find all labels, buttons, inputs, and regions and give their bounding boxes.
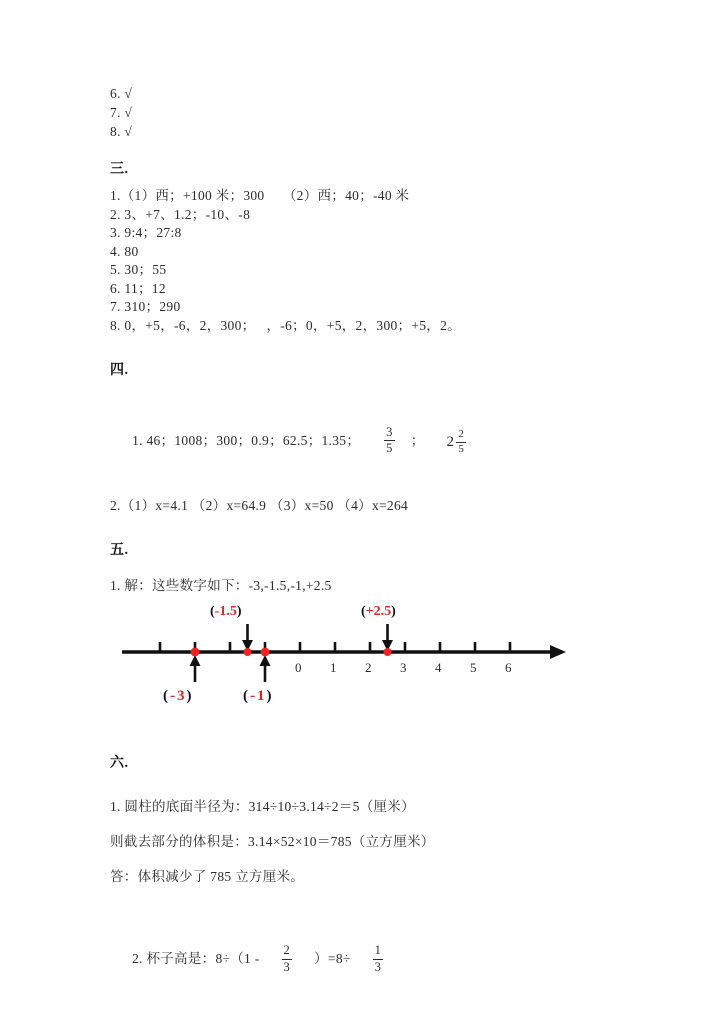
tick-label-6: 6 xyxy=(505,660,512,676)
pointer-arrow-down-plus-2-5 xyxy=(382,624,393,651)
paren-open: ( xyxy=(361,604,366,620)
paren-open: ( xyxy=(210,604,215,620)
answer-line: 7. √ xyxy=(110,105,133,120)
spacer xyxy=(110,722,630,752)
pointer-arrow-up-minus-1 xyxy=(260,655,271,682)
section-heading-four: 四. xyxy=(110,363,129,378)
tick-label-5: 5 xyxy=(470,660,477,676)
paren-close: ) xyxy=(236,604,242,620)
answer-line: 1.（1）西；+100 米；300 （2）西；40；-40 米 xyxy=(110,188,410,203)
plot-point-minus-1 xyxy=(261,648,270,657)
mixed-fraction-part xyxy=(456,429,466,455)
section-four-item-1 xyxy=(110,396,630,487)
spacer xyxy=(110,335,630,359)
answer-line: 7. 310；290 xyxy=(110,299,181,314)
plot-point-minus-1-5 xyxy=(244,648,252,656)
spacer xyxy=(110,178,630,187)
answer-line: 5. 30；55 xyxy=(110,262,167,277)
top-answers-block xyxy=(110,84,630,141)
section-three-body xyxy=(110,187,630,335)
section-heading-six: 六. xyxy=(110,756,129,772)
answer-line: 3. 9:4；27:8 xyxy=(110,225,182,240)
spacer xyxy=(110,487,630,496)
spacer xyxy=(110,515,630,539)
paren-open: ( xyxy=(163,688,170,705)
fraction-denominator: 5 xyxy=(386,441,393,456)
fraction-numerator: 3 xyxy=(386,425,393,440)
tick-label-4: 4 xyxy=(435,660,442,676)
mixed-number-two-and-two-fifths xyxy=(447,427,469,458)
answer-line: 8. 0，+5，-6，2，300； ，-6；0，+5，2，300；+5，2。 xyxy=(110,317,461,333)
section-heading-three: 三. xyxy=(110,162,129,177)
mixed-whole-part: 2 xyxy=(446,434,455,451)
tick-label-2: 2 xyxy=(365,660,372,676)
fraction-denominator: 3 xyxy=(374,959,382,974)
section-four-item-2: 2.（1）x=4.1 （2）x=64.9 （3）x=50 （4）x=264 xyxy=(110,498,409,514)
tick-label-3: 3 xyxy=(400,660,407,676)
paren-close: ) xyxy=(391,604,396,620)
fraction-denominator: 5 xyxy=(458,442,465,455)
paren-close: ) xyxy=(186,688,194,705)
item-text: 1. 46；1008；300；0.9；62.5；1.35； xyxy=(132,433,361,448)
plot-point-plus-2-5 xyxy=(384,648,392,656)
answer-line: 6. 11；12 xyxy=(110,280,166,296)
label-value: -1.5 xyxy=(214,604,237,620)
section-six-item-2 xyxy=(110,911,630,1007)
pointer-arrow-down-minus-1-5 xyxy=(242,624,253,651)
item-text: 2. 杯子高是：8÷（1 - xyxy=(132,951,260,967)
fraction-one-third xyxy=(373,944,384,973)
spacer xyxy=(110,379,630,396)
answer-line: 6. √ xyxy=(110,86,133,101)
tick-label-1: 1 xyxy=(330,660,337,676)
spacer xyxy=(110,894,630,911)
spacer xyxy=(110,595,630,604)
answer-line: 8. √ xyxy=(110,124,133,139)
section-six-line-1: 1. 圆柱的底面半径为：314÷10÷3.14÷2＝5（厘米） xyxy=(110,799,415,815)
section-heading-five: 五. xyxy=(110,543,129,559)
plot-point-minus-3 xyxy=(191,648,200,657)
fraction-numerator: 1 xyxy=(374,943,382,958)
answer-line: 4. 80 xyxy=(110,243,139,259)
paren-open: ( xyxy=(243,688,250,705)
spacer xyxy=(110,141,630,158)
spacer xyxy=(110,559,630,576)
fraction-two-thirds xyxy=(282,944,293,973)
item-text-middle: ）=8÷ xyxy=(314,951,351,967)
number-line-figure xyxy=(118,604,578,722)
number-line-axis-graphic xyxy=(118,604,578,722)
section-five-item-1: 1. 解：这些数字如下：-3,-1.5,-1,+2.5 xyxy=(110,578,332,594)
axis-arrowhead-icon xyxy=(550,645,566,659)
answer-line: 2. 3、+7、1.2；-10、-8 xyxy=(110,206,251,222)
label-value: -3 xyxy=(170,688,187,705)
paren-close: ) xyxy=(266,688,274,705)
pointer-arrow-up-minus-3 xyxy=(190,655,201,682)
section-six-line-2: 则截去部分的体积是：3.14×52×10＝785（立方厘米） xyxy=(110,834,435,850)
document-content xyxy=(110,84,630,1007)
tick-label-0: 0 xyxy=(295,660,302,676)
section-six-line-3: 答：体积减少了 785 立方厘米。 xyxy=(110,869,305,885)
fraction-numerator: 2 xyxy=(283,943,291,958)
label-value: +2.5 xyxy=(365,604,392,620)
label-value: -1 xyxy=(250,688,267,705)
fraction-denominator: 3 xyxy=(283,959,291,974)
fraction-three-fifths xyxy=(384,426,395,455)
spacer xyxy=(110,772,630,789)
fraction-numerator: 2 xyxy=(458,428,465,441)
item-separator: ； xyxy=(410,433,425,448)
